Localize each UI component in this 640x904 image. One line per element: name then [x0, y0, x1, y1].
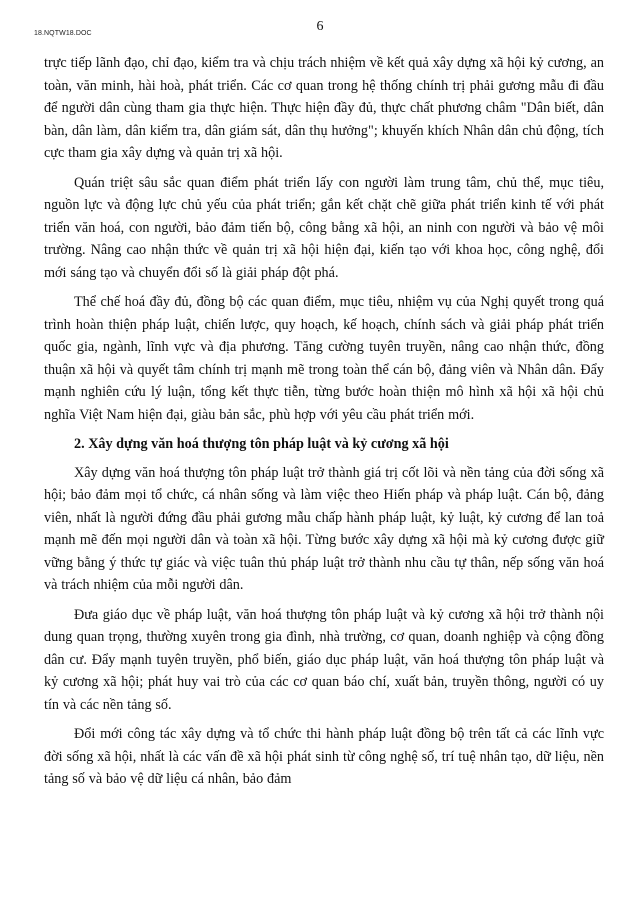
section-heading-2: 2. Xây dựng văn hoá thượng tôn pháp luật và kỷ cương xã hội: [74, 436, 449, 452]
paragraph-rule-of-law-culture: Xây dựng văn hoá thượng tôn pháp luật trở thành giá trị cốt lõi và nền tảng của đời sống xã hội; bảo đảm mọi tổ chức, cá nhân sống và làm việc theo Hiến pháp và pháp luật. Cán bộ, đảng viên, nhất là người đứng đầu phải gương mẫu chấp hành pháp luật, kỷ luật, kỷ cương để lan toả mạnh mẽ đến mọi người dân và toàn xã hội. Từng bước xây dựng xã hội mà kỷ cương được giữ vững bằng ý thức tự giác và việc tuân thủ pháp luật trở thành nhu cầu tự thân, nếp sống văn hoá và trách nhiệm của mỗi người dân.: [44, 464, 604, 593]
document-file-id: 18.NQTW18.DOC: [34, 30, 92, 37]
paragraph-institutionalize-resolution: Thể chế hoá đầy đủ, đồng bộ các quan điểm, mục tiêu, nhiệm vụ của Nghị quyết trong quá trình hoàn thiện pháp luật, chiến lược, quy hoạch, kế hoạch, chính sách và giải pháp phát triển quốc gia, ngành, lĩnh vực và địa phương. Tăng cường tuyên truyền, nâng cao nhận thức, đồng thuận xã hội và quyết tâm chính trị mạnh mẽ trong toàn thể cán bộ, đảng viên và Nhân dân. Đẩy mạnh nghiên cứu lý luận, tổng kết thực tiễn, từng bước hoàn thiện mô hình xã hội xã hội chủ nghĩa Việt Nam hiện đại, giàu bản sắc, phù hợp với yêu cầu phát triển mới.: [44, 294, 604, 423]
paragraph-continuation: trực tiếp lãnh đạo, chỉ đạo, kiểm tra và chịu trách nhiệm về kết quả xây dựng xã hội kỷ cương, an toàn, văn minh, hài hoà, phát triển. Các cơ quan trong hệ thống chính trị phải gương mẫu đi đầu để người dân cùng tham gia thực hiện. Thực hiện đầy đủ, thực chất phương châm "Dân biết, dân bàn, dân làm, dân kiểm tra, dân giám sát, dân thụ hưởng"; khuyến khích Nhân dân chủ động, tích cực tham gia xây dựng và quản trị xã hội.: [44, 55, 604, 161]
page-number: 6: [316, 19, 324, 34]
paragraph-human-centered-development: Quán triệt sâu sắc quan điểm phát triển lấy con người làm trung tâm, chủ thể, mục tiêu, nguồn lực và động lực chủ yếu của phát triển; gắn kết chặt chẽ giữa phát triển kinh tế với phát triển văn hoá, con người, bảo đảm tiến bộ, công bằng xã hội, an ninh con người và bảo vệ môi trường. Nâng cao nhận thức về quản trị xã hội hiện đại, kiến tạo với khoa học, công nghệ, đổi mới sáng tạo và chuyển đổi số là giải pháp đột phá.: [44, 174, 604, 281]
paragraph-law-enforcement-reform: Đổi mới công tác xây dựng và tổ chức thi hành pháp luật đồng bộ trên tất cả các lĩnh vực đời sống xã hội, nhất là các vấn đề xã hội phát sinh từ công nghệ số, trí tuệ nhân tạo, dữ liệu, nền tảng số và bảo vệ dữ liệu cá nhân, bảo đảm: [44, 726, 604, 787]
paragraph-legal-education: Đưa giáo dục về pháp luật, văn hoá thượng tôn pháp luật và kỷ cương xã hội trở thành nội dung quan trọng, thường xuyên trong gia đình, nhà trường, cơ quan, doanh nghiệp và cộng đồng dân cư. Đẩy mạnh tuyên truyền, phổ biến, giáo dục pháp luật, văn hoá thượng tôn pháp luật và kỷ cương xã hội; phát huy vai trò của các cơ quan báo chí, xuất bản, truyền thông, người có uy tín và các nền tảng số.: [44, 606, 604, 713]
document-body: [44, 52, 604, 798]
